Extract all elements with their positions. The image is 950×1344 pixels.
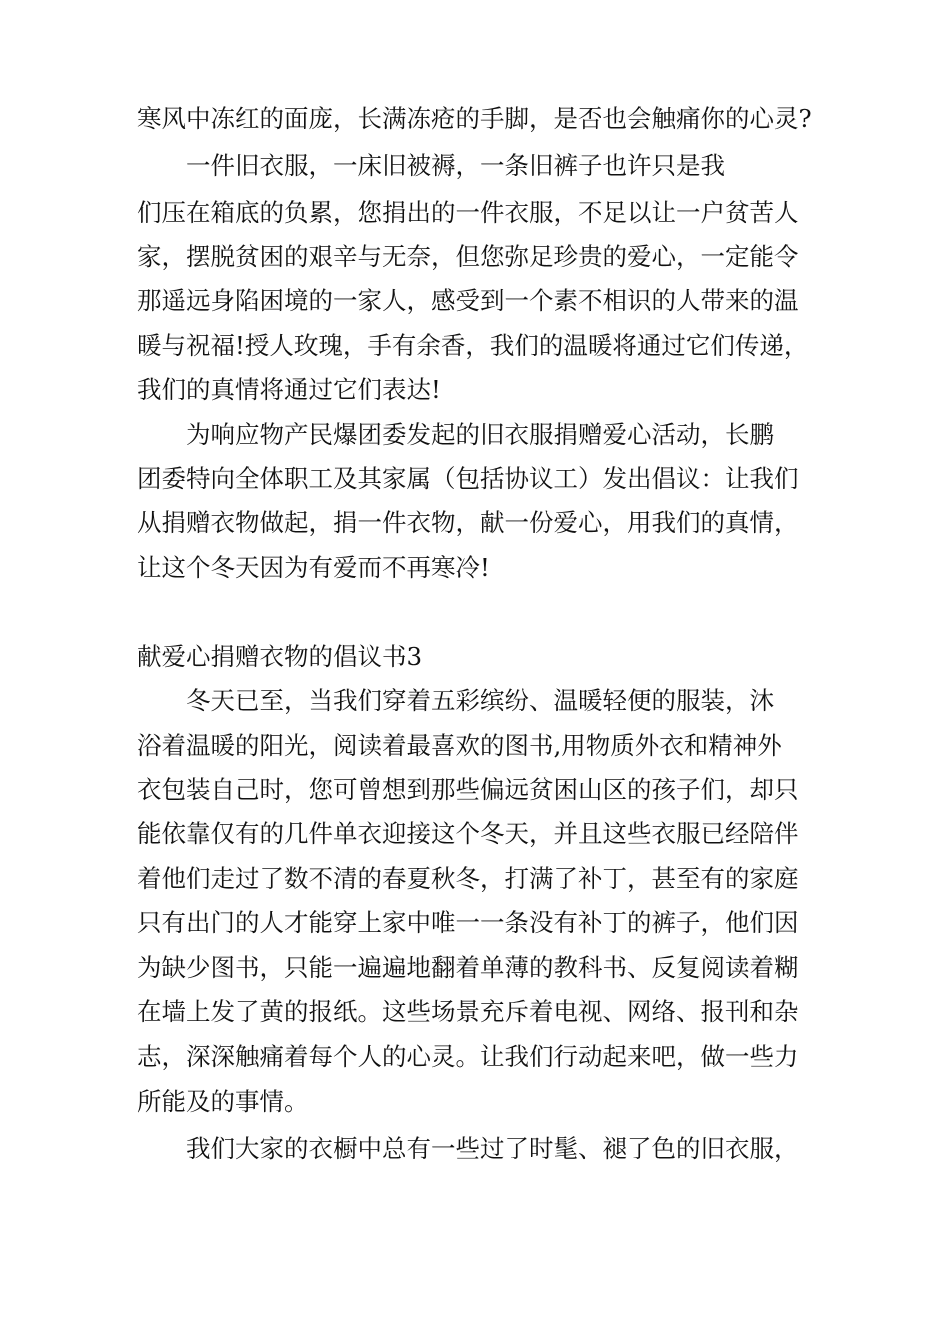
section-title: 献爱心捐赠衣物的倡议书3 <box>137 642 423 671</box>
text-line: 们压在箱底的负累，您捐出的一件衣服，不足以让一户贫苦人 <box>137 198 799 227</box>
text-line: 冬天已至，当我们穿着五彩缤纷、温暖轻便的服装，沐 <box>186 686 774 715</box>
text-line: 家，摆脱贫困的艰辛与无奈，但您弥足珍贵的爱心，一定能令 <box>137 242 799 271</box>
text-line: 为缺少图书，只能一遍遍地翻着单薄的教科书、反复阅读着糊 <box>137 953 799 982</box>
text-line: 我们大家的衣橱中总有一些过了时髦、褪了色的旧衣服， <box>186 1134 799 1163</box>
text-line: 我们的真情将通过它们表达! <box>137 375 441 404</box>
text-line: 只有出门的人才能穿上家中唯一一条没有补丁的裤子，他们因 <box>137 908 799 937</box>
text-line: 浴着温暖的阳光，阅读着最喜欢的图书,用物质外衣和精神外 <box>137 731 782 760</box>
text-line: 从捐赠衣物做起，捐一件衣物，献一份爱心，用我们的真情， <box>137 508 799 537</box>
text-line: 着他们走过了数不清的春夏秋冬，打满了补丁，甚至有的家庭 <box>137 864 799 893</box>
text-line: 志，深深触痛着每个人的心灵。让我们行动起来吧，做一些力 <box>137 1042 799 1071</box>
text-line: 能依靠仅有的几件单衣迎接这个冬天，并且这些衣服已经陪伴 <box>137 819 799 848</box>
text-line: 所能及的事情。 <box>137 1087 309 1116</box>
text-line: 在墙上发了黄的报纸。这些场景充斥着电视、网络、报刊和杂 <box>137 997 799 1026</box>
text-line: 那遥远身陷困境的一家人，感受到一个素不相识的人带来的温 <box>137 286 799 315</box>
text-line: 衣包装自己时，您可曾想到那些偏远贫困山区的孩子们，却只 <box>137 775 799 804</box>
text-line: 寒风中冻红的面庞，长满冻疮的手脚，是否也会触痛你的心灵? <box>137 104 812 133</box>
text-line: 团委特向全体职工及其家属（包括协议工）发出倡议：让我们 <box>137 464 799 493</box>
text-line: 让这个冬天因为有爱而不再寒冷! <box>137 553 490 582</box>
text-line: 为响应物产民爆团委发起的旧衣服捐赠爱心活动，长鹏 <box>186 420 774 449</box>
text-line: 一件旧衣服，一床旧被褥，一条旧裤子也许只是我 <box>186 151 725 180</box>
text-line: 暖与祝福!授人玫瑰，手有余香，我们的温暖将通过它们传递， <box>137 331 809 360</box>
